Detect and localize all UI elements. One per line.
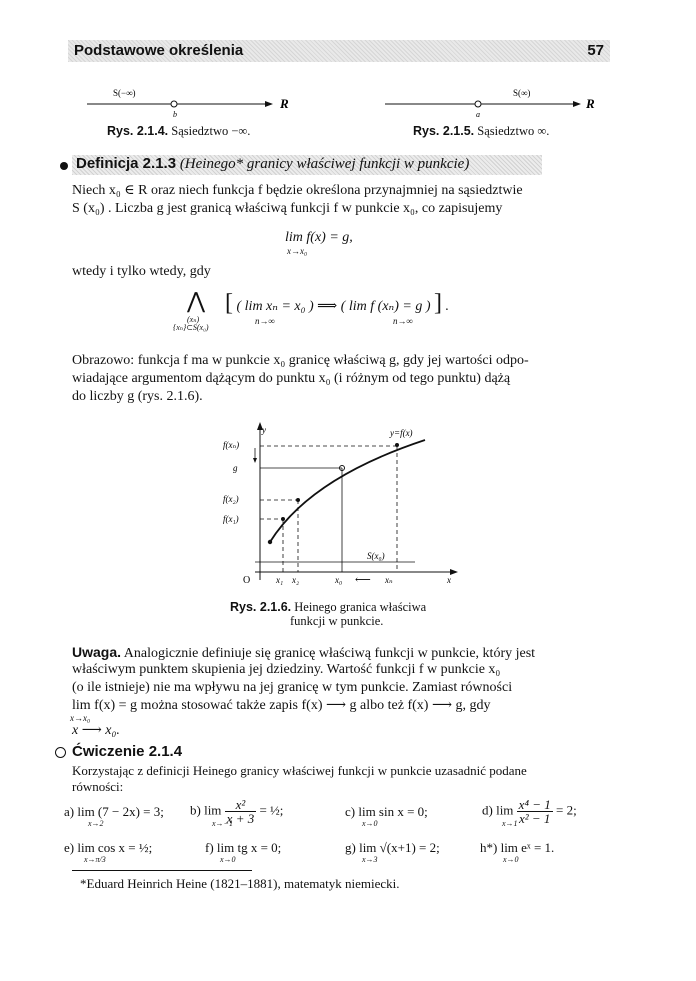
def-para-line2: S (x₀) . Liczba g jest granicą właściwą funkcji f w punkcie x₀, co zapisujemy — [72, 201, 503, 216]
caption-2-1-6-line2: funkcji w punkcie. — [290, 614, 384, 628]
and-quantifier-icon: ⋀ — [187, 288, 206, 313]
figure-2-1-5 — [385, 86, 600, 120]
exercise-a-sub: x→2 — [88, 819, 104, 828]
exercise-c: c) lim sin x = 0; — [345, 804, 428, 819]
exercise-f-sub: x→0 — [220, 855, 236, 864]
para-obrazowo-line3: do liczby g (rys. 2.1.6). — [72, 389, 203, 404]
eq2-lim-sub-right: n→∞ — [393, 316, 413, 326]
exercise-d — [482, 798, 577, 825]
exercise-e-sub: x→π/3 — [84, 855, 106, 864]
fig5-label: S(∞) — [513, 88, 531, 98]
caption-2-1-6-line1: Heinego granica właściwa — [294, 600, 427, 614]
exercise-b-post: = ½; — [259, 802, 284, 818]
eq2-left: ( lim xₙ = x₀ ) — [236, 299, 314, 314]
exercise-e: e) lim cos x = ½; — [64, 840, 153, 855]
eq2-lim-sub-left: n→∞ — [255, 316, 275, 326]
definition-subtitle: (Heinego* granicy właściwej funkcji w punkcie) — [179, 156, 470, 172]
exercise-b-sub: x→−1 — [212, 819, 233, 828]
exercise-a: a) lim (7 − 2x) = 3; — [64, 804, 164, 819]
exercise-title: Ćwiczenie 2.1.4 — [72, 743, 183, 760]
caption-2-1-6-num: Rys. 2.1.6. — [230, 600, 292, 614]
fig6-fx2-label: f(x₂) — [223, 494, 239, 504]
eq2-arrow: ⟹ — [317, 299, 338, 314]
fig6-origin-label: O — [243, 575, 251, 586]
fig4-axis: R — [280, 96, 289, 111]
exercise-g-sub: x→3 — [362, 855, 378, 864]
exercise-d-den: x² − 1 — [518, 811, 551, 826]
caption-2-1-6 — [230, 600, 426, 615]
fig6-fx1-label: f(x₁) — [223, 514, 239, 524]
caption-2-1-4-text: Sąsiedztwo −∞. — [171, 124, 251, 138]
bullet-icon — [60, 162, 68, 170]
header-title: Podstawowe określenia — [74, 42, 244, 59]
eq2-quant-sub2: {xₙ}⊂S(x₀) — [173, 323, 209, 332]
exercise-f: f) lim tg x = 0; — [205, 840, 282, 855]
eq1-sub: x→x₀ — [287, 246, 308, 256]
note-line4-sub: x→x₀ — [70, 713, 91, 723]
exercise-d-pre: d) lim — [482, 802, 514, 818]
exercise-intro-line2: równości: — [72, 779, 124, 794]
caption-2-1-5 — [413, 124, 549, 139]
exercise-h: h*) lim eˣ = 1. — [480, 840, 555, 855]
fig6-sx0-label: S(x₀) — [367, 551, 385, 561]
fig4-point: b — [173, 110, 177, 119]
exercise-b-pre: b) lim — [190, 802, 222, 818]
exercise-d-num: x⁴ − 1 — [518, 797, 551, 812]
def-para-line1: Niech x₀ ∈ R oraz niech funkcja f będzie określona przynajmniej na sąsiedztwie — [72, 183, 523, 198]
note-line3: (o ile istnieje) nie ma wpływu na jej granicę w tym punkcie. Zamiast równości — [72, 680, 513, 695]
fig6-x2-label: x₂ — [292, 575, 300, 585]
para-wtedy: wtedy i tylko wtedy, gdy — [72, 264, 211, 279]
note-line1 — [72, 643, 617, 663]
exercise-d-sub: x→1 — [502, 819, 518, 828]
fig6-fxn-label: f(xₙ) — [223, 440, 240, 450]
fig6-x1-label: x₁ — [276, 575, 284, 585]
note-text1: Analogicznie definiuje się granicę właściwą funkcji w punkcie, który jest — [123, 646, 536, 661]
figure-2-1-6 — [215, 420, 465, 590]
fig6-y-label: y — [262, 425, 266, 435]
eq1-text: lim f(x) = g, — [285, 230, 353, 245]
eq2-right: ( lim f (xₙ) = g ) — [340, 299, 431, 314]
fig6-g-label: g — [233, 463, 238, 473]
fig4-label: S(−∞) — [113, 88, 136, 98]
para-obrazowo-line2: wiadające argumentom dążącym do punktu x₀ (i różnym od tego punktu) dążą — [72, 371, 511, 386]
exercise-b-den: x + 3 — [226, 811, 255, 826]
caption-2-1-4 — [107, 124, 250, 139]
figure-2-1-4 — [85, 86, 289, 120]
caption-2-1-5-num: Rys. 2.1.5. — [413, 124, 475, 138]
fig6-func-label: y=f(x) — [390, 428, 413, 438]
exercise-g: g) lim √(x+1) = 2; — [345, 840, 440, 855]
exercise-b-num: x² — [225, 798, 257, 812]
exercise-c-sub: x→0 — [362, 819, 378, 828]
para-obrazowo-line1: Obrazowo: funkcja f ma w punkcie x₀ granicę właściwą g, gdy jej wartości odpo- — [72, 353, 529, 368]
exercise-b — [190, 798, 283, 825]
fig5-point: a — [476, 110, 480, 119]
equation-1 — [285, 229, 353, 256]
fig6-xn-label: xₙ — [385, 575, 393, 585]
exercise-d-post: = 2; — [555, 802, 577, 818]
page-header — [68, 40, 610, 62]
fig6-x0-label: x₀ — [335, 575, 343, 585]
caption-2-1-4-num: Rys. 2.1.4. — [107, 124, 169, 138]
definition-heading — [76, 155, 469, 173]
page-number: 57 — [587, 42, 604, 59]
fig6-x-label: x — [447, 575, 451, 585]
note-label: Uwaga. — [72, 644, 122, 660]
function-curve — [270, 440, 425, 542]
fig6-arrow-label: ⟵ — [355, 574, 371, 586]
note-line5: x ⟶ x₀. — [72, 723, 120, 738]
equation-2 — [155, 286, 535, 346]
note-line4: lim f(x) = g można stosować także zapis f(x) ⟶ g albo też f(x) ⟶ g, gdy — [72, 698, 491, 713]
definition-title: Definicja 2.1.3 — [76, 155, 177, 172]
fig5-axis: R — [586, 96, 595, 111]
exercise-h-sub: x→0 — [503, 855, 519, 864]
footnote: *Eduard Heinrich Heine (1821–1881), matematyk niemiecki. — [80, 876, 400, 891]
exercise-circle-icon — [55, 747, 66, 758]
caption-2-1-5-text: Sąsiedztwo ∞. — [477, 124, 550, 138]
footnote-rule — [72, 870, 252, 871]
note-line2: właściwym punktem skupienia jej dziedziny. Wartość funkcji f w punkcie x₀ — [72, 662, 501, 677]
exercise-intro-line1: Korzystając z definicji Heinego granicy właściwej funkcji w punkcie uzasadnić podane — [72, 763, 527, 778]
eq2-quant-sub1: (xₙ) — [187, 315, 200, 324]
eq2-body: [ ( lim xₙ = x₀ ) ⟹ ( lim f (xₙ) = g ) ] . — [225, 290, 449, 316]
